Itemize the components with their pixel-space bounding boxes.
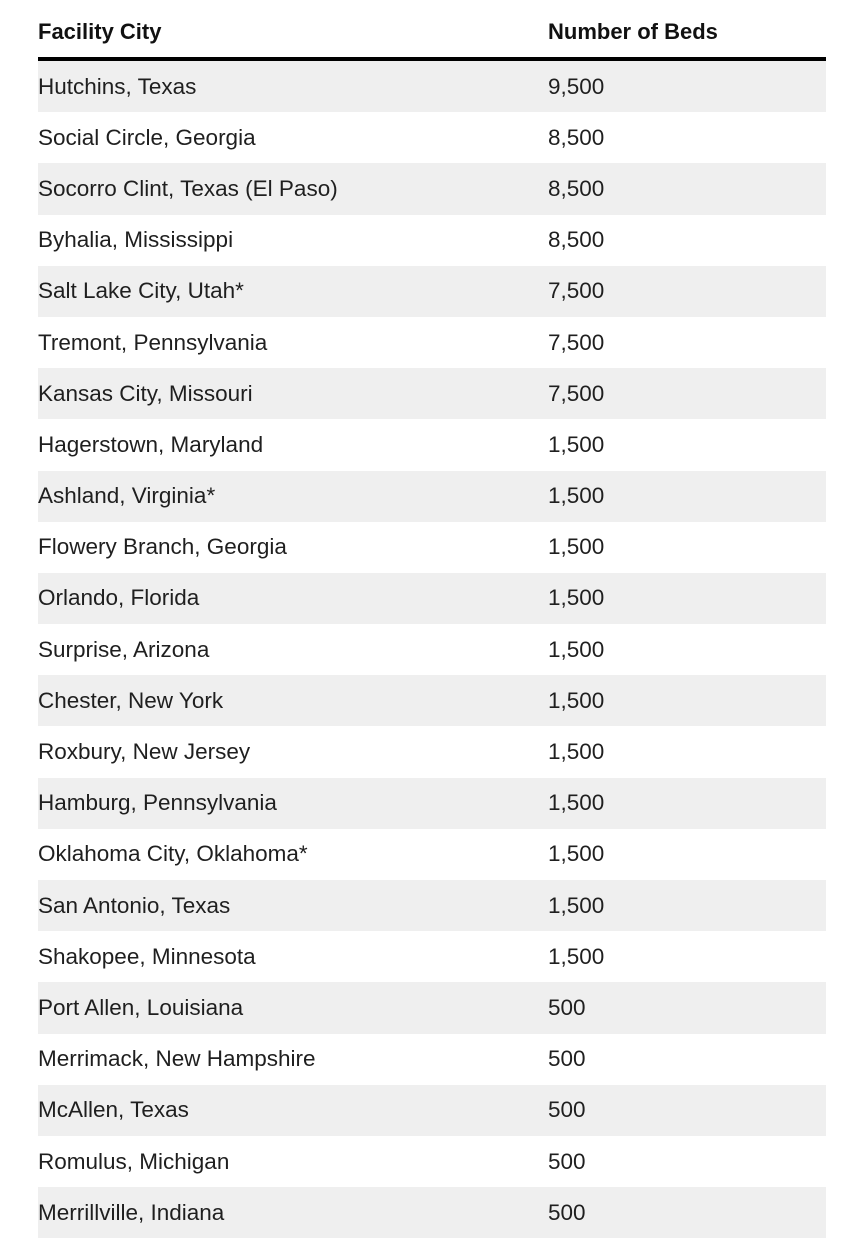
table-row <box>38 61 826 112</box>
table-row <box>38 1187 826 1238</box>
header-facility-city: Facility City <box>38 19 162 44</box>
row-beds: 500 <box>548 1046 586 1072</box>
row-beds: 9,500 <box>548 73 605 99</box>
row-city: Socorro Clint, Texas (El Paso) <box>38 175 338 201</box>
table-row <box>38 163 826 214</box>
table-row <box>38 368 826 419</box>
row-city: Tremont, Pennsylvania <box>38 329 268 355</box>
row-beds: 1,500 <box>548 943 605 969</box>
table-row <box>38 266 826 317</box>
row-beds: 1,500 <box>548 739 605 765</box>
row-city: McAllen, Texas <box>38 1097 189 1123</box>
row-city: Romulus, Michigan <box>38 1148 230 1174</box>
row-city: Shakopee, Minnesota <box>38 943 256 969</box>
table-row <box>38 624 826 675</box>
row-city: Kansas City, Missouri <box>38 380 253 406</box>
row-city: Hagerstown, Maryland <box>38 431 264 457</box>
table-row <box>38 112 826 163</box>
row-city: Surprise, Arizona <box>38 636 210 662</box>
row-city: Social Circle, Georgia <box>38 124 256 150</box>
facility-table <box>38 0 826 1238</box>
row-city: Oklahoma City, Oklahoma* <box>38 841 308 867</box>
table-row <box>38 1034 826 1085</box>
table-row <box>38 880 826 931</box>
row-city: San Antonio, Texas <box>38 892 231 918</box>
table-row <box>38 675 826 726</box>
row-beds: 1,500 <box>548 636 605 662</box>
row-beds: 1,500 <box>548 483 605 509</box>
row-city: Flowery Branch, Georgia <box>38 534 287 560</box>
row-beds: 500 <box>548 1199 586 1225</box>
table-body <box>38 61 826 1238</box>
row-beds: 1,500 <box>548 585 605 611</box>
table-row <box>38 522 826 573</box>
table-row <box>38 317 826 368</box>
row-city: Merrillville, Indiana <box>38 1199 225 1225</box>
row-beds: 1,500 <box>548 892 605 918</box>
table-row <box>38 419 826 470</box>
row-beds: 500 <box>548 994 586 1020</box>
table-row <box>38 726 826 777</box>
row-beds: 7,500 <box>548 278 605 304</box>
row-beds: 1,500 <box>548 431 605 457</box>
row-city: Ashland, Virginia* <box>38 483 216 509</box>
row-beds: 8,500 <box>548 124 605 150</box>
table-row <box>38 778 826 829</box>
table-row <box>38 982 826 1033</box>
row-city: Roxbury, New Jersey <box>38 739 251 765</box>
row-beds: 7,500 <box>548 380 605 406</box>
row-city: Merrimack, New Hampshire <box>38 1046 316 1072</box>
row-city: Chester, New York <box>38 687 224 713</box>
row-beds: 8,500 <box>548 227 605 253</box>
row-city: Port Allen, Louisiana <box>38 994 244 1020</box>
row-beds: 8,500 <box>548 175 605 201</box>
table-row <box>38 1136 826 1187</box>
table-row <box>38 829 826 880</box>
table-row <box>38 573 826 624</box>
row-beds: 500 <box>548 1097 586 1123</box>
row-city: Salt Lake City, Utah* <box>38 278 244 304</box>
row-city: Byhalia, Mississippi <box>38 227 234 253</box>
table-row <box>38 471 826 522</box>
row-beds: 7,500 <box>548 329 605 355</box>
table-row <box>38 215 826 266</box>
header-number-of-beds: Number of Beds <box>548 19 718 44</box>
row-city: Orlando, Florida <box>38 585 200 611</box>
table-header <box>38 0 826 61</box>
row-beds: 1,500 <box>548 841 605 867</box>
row-city: Hamburg, Pennsylvania <box>38 790 277 816</box>
row-city: Hutchins, Texas <box>38 73 197 99</box>
row-beds: 1,500 <box>548 687 605 713</box>
row-beds: 500 <box>548 1148 586 1174</box>
table-row <box>38 1085 826 1136</box>
table-row <box>38 931 826 982</box>
row-beds: 1,500 <box>548 790 605 816</box>
row-beds: 1,500 <box>548 534 605 560</box>
